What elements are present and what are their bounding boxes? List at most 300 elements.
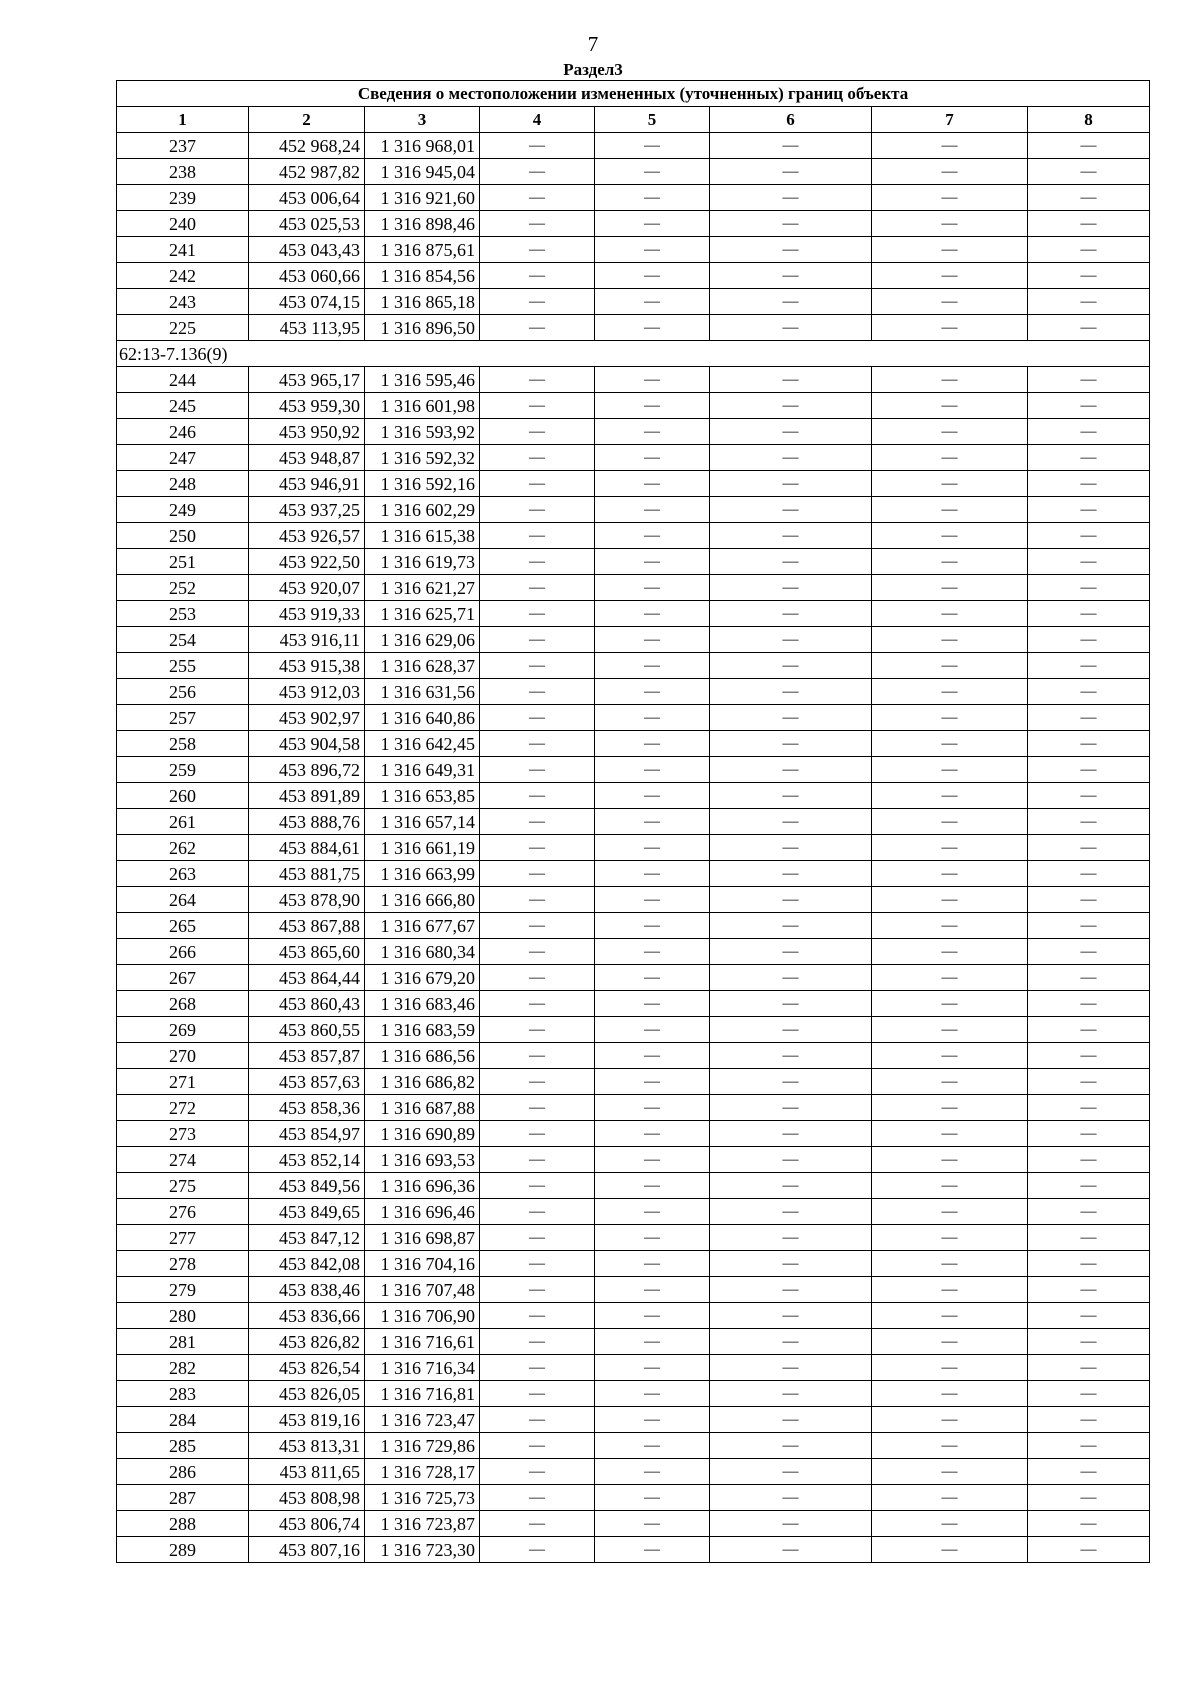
empty-cell-dash: — (480, 601, 595, 627)
point-number: 268 (117, 991, 249, 1017)
empty-cell-dash: — (872, 289, 1028, 315)
empty-cell-dash: — (480, 1433, 595, 1459)
point-number: 251 (117, 549, 249, 575)
empty-cell-dash: — (1028, 211, 1150, 237)
point-number: 278 (117, 1251, 249, 1277)
coordinate-x: 453 864,44 (249, 965, 365, 991)
empty-cell-dash: — (595, 809, 710, 835)
coordinate-x: 453 006,64 (249, 185, 365, 211)
table-row (117, 159, 1150, 185)
coordinate-x: 453 043,43 (249, 237, 365, 263)
coordinate-x: 453 849,56 (249, 1173, 365, 1199)
coordinate-y: 1 316 854,56 (365, 263, 480, 289)
empty-cell-dash: — (872, 757, 1028, 783)
empty-cell-dash: — (1028, 133, 1150, 159)
empty-cell-dash: — (480, 1017, 595, 1043)
empty-cell-dash: — (872, 1355, 1028, 1381)
empty-cell-dash: — (595, 1251, 710, 1277)
empty-cell-dash: — (710, 471, 872, 497)
empty-cell-dash: — (710, 185, 872, 211)
table-row (117, 1121, 1150, 1147)
empty-cell-dash: — (1028, 601, 1150, 627)
empty-cell-dash: — (480, 705, 595, 731)
empty-cell-dash: — (872, 809, 1028, 835)
empty-cell-dash: — (710, 1329, 872, 1355)
point-number: 264 (117, 887, 249, 913)
coordinate-x: 453 842,08 (249, 1251, 365, 1277)
point-number: 255 (117, 653, 249, 679)
table-row (117, 731, 1150, 757)
empty-cell-dash: — (480, 263, 595, 289)
coordinate-y: 1 316 729,86 (365, 1433, 480, 1459)
empty-cell-dash: — (480, 367, 595, 393)
empty-cell-dash: — (480, 497, 595, 523)
empty-cell-dash: — (1028, 809, 1150, 835)
coordinate-x: 453 826,82 (249, 1329, 365, 1355)
table-row (117, 471, 1150, 497)
empty-cell-dash: — (872, 445, 1028, 471)
table-row (117, 1095, 1150, 1121)
empty-cell-dash: — (710, 263, 872, 289)
empty-cell-dash: — (595, 1173, 710, 1199)
table-row (117, 549, 1150, 575)
coordinate-y: 1 316 716,61 (365, 1329, 480, 1355)
point-number: 247 (117, 445, 249, 471)
table-row (117, 1147, 1150, 1173)
point-number: 263 (117, 861, 249, 887)
empty-cell-dash: — (710, 887, 872, 913)
empty-cell-dash: — (1028, 237, 1150, 263)
empty-cell-dash: — (595, 211, 710, 237)
coordinate-y: 1 316 723,87 (365, 1511, 480, 1537)
empty-cell-dash: — (1028, 731, 1150, 757)
table-row (117, 1329, 1150, 1355)
empty-cell-dash: — (595, 1303, 710, 1329)
empty-cell-dash: — (710, 1303, 872, 1329)
point-number: 252 (117, 575, 249, 601)
coordinate-x: 453 811,65 (249, 1459, 365, 1485)
empty-cell-dash: — (710, 1407, 872, 1433)
empty-cell-dash: — (1028, 1329, 1150, 1355)
empty-cell-dash: — (595, 185, 710, 211)
empty-cell-dash: — (710, 1251, 872, 1277)
point-number: 282 (117, 1355, 249, 1381)
empty-cell-dash: — (480, 185, 595, 211)
page-number: 7 (587, 32, 599, 56)
coordinate-x: 453 854,97 (249, 1121, 365, 1147)
empty-cell-dash: — (595, 1485, 710, 1511)
table-row (117, 133, 1150, 159)
empty-cell-dash: — (872, 1069, 1028, 1095)
table-row (117, 289, 1150, 315)
empty-cell-dash: — (872, 1251, 1028, 1277)
empty-cell-dash: — (872, 1173, 1028, 1199)
empty-cell-dash: — (872, 1459, 1028, 1485)
point-number: 266 (117, 939, 249, 965)
coordinate-y: 1 316 875,61 (365, 237, 480, 263)
empty-cell-dash: — (480, 1303, 595, 1329)
empty-cell-dash: — (872, 1095, 1028, 1121)
point-number: 242 (117, 263, 249, 289)
coordinate-y: 1 316 653,85 (365, 783, 480, 809)
table-row (117, 1225, 1150, 1251)
table-row (117, 705, 1150, 731)
table-row (117, 1381, 1150, 1407)
empty-cell-dash: — (595, 757, 710, 783)
point-number: 279 (117, 1277, 249, 1303)
empty-cell-dash: — (710, 1199, 872, 1225)
empty-cell-dash: — (710, 809, 872, 835)
point-number: 244 (117, 367, 249, 393)
empty-cell-dash: — (595, 159, 710, 185)
empty-cell-dash: — (710, 913, 872, 939)
point-number: 284 (117, 1407, 249, 1433)
coordinate-x: 453 919,33 (249, 601, 365, 627)
empty-cell-dash: — (872, 1537, 1028, 1563)
coordinate-x: 453 806,74 (249, 1511, 365, 1537)
coordinate-x: 453 904,58 (249, 731, 365, 757)
point-number: 275 (117, 1173, 249, 1199)
empty-cell-dash: — (710, 1121, 872, 1147)
point-number: 237 (117, 133, 249, 159)
empty-cell-dash: — (595, 549, 710, 575)
coordinate-y: 1 316 629,06 (365, 627, 480, 653)
empty-cell-dash: — (1028, 653, 1150, 679)
empty-cell-dash: — (1028, 1095, 1150, 1121)
table-row (117, 939, 1150, 965)
empty-cell-dash: — (480, 991, 595, 1017)
empty-cell-dash: — (595, 1147, 710, 1173)
empty-cell-dash: — (595, 471, 710, 497)
coordinate-x: 453 857,63 (249, 1069, 365, 1095)
table-row (117, 185, 1150, 211)
coordinate-y: 1 316 642,45 (365, 731, 480, 757)
empty-cell-dash: — (1028, 1381, 1150, 1407)
table-row (117, 315, 1150, 341)
table-row (117, 887, 1150, 913)
coordinate-x: 453 857,87 (249, 1043, 365, 1069)
table-row (117, 1251, 1150, 1277)
empty-cell-dash: — (1028, 159, 1150, 185)
coordinate-x: 453 881,75 (249, 861, 365, 887)
table-row (117, 497, 1150, 523)
empty-cell-dash: — (480, 835, 595, 861)
empty-cell-dash: — (1028, 1173, 1150, 1199)
empty-cell-dash: — (710, 1433, 872, 1459)
empty-cell-dash: — (480, 965, 595, 991)
coordinate-x: 453 946,91 (249, 471, 365, 497)
point-number: 273 (117, 1121, 249, 1147)
point-number: 241 (117, 237, 249, 263)
coordinate-x: 453 808,98 (249, 1485, 365, 1511)
empty-cell-dash: — (480, 1199, 595, 1225)
empty-cell-dash: — (480, 133, 595, 159)
column-number: 5 (595, 107, 710, 133)
empty-cell-dash: — (480, 1095, 595, 1121)
empty-cell-dash: — (480, 1043, 595, 1069)
coordinate-y: 1 316 615,38 (365, 523, 480, 549)
coordinate-y: 1 316 628,37 (365, 653, 480, 679)
coordinate-y: 1 316 602,29 (365, 497, 480, 523)
point-number: 260 (117, 783, 249, 809)
empty-cell-dash: — (1028, 445, 1150, 471)
coordinate-x: 453 888,76 (249, 809, 365, 835)
table-row (117, 783, 1150, 809)
empty-cell-dash: — (595, 1043, 710, 1069)
coordinate-x: 453 920,07 (249, 575, 365, 601)
empty-cell-dash: — (1028, 861, 1150, 887)
empty-cell-dash: — (872, 1329, 1028, 1355)
empty-cell-dash: — (595, 1017, 710, 1043)
empty-cell-dash: — (872, 1017, 1028, 1043)
empty-cell-dash: — (710, 419, 872, 445)
point-number: 239 (117, 185, 249, 211)
empty-cell-dash: — (872, 1225, 1028, 1251)
coordinate-y: 1 316 865,18 (365, 289, 480, 315)
empty-cell-dash: — (480, 627, 595, 653)
empty-cell-dash: — (1028, 263, 1150, 289)
coordinate-x: 453 813,31 (249, 1433, 365, 1459)
empty-cell-dash: — (480, 471, 595, 497)
empty-cell-dash: — (710, 731, 872, 757)
empty-cell-dash: — (595, 289, 710, 315)
empty-cell-dash: — (872, 497, 1028, 523)
point-number: 249 (117, 497, 249, 523)
column-number: 8 (1028, 107, 1150, 133)
empty-cell-dash: — (872, 1121, 1028, 1147)
empty-cell-dash: — (595, 1225, 710, 1251)
empty-cell-dash: — (710, 159, 872, 185)
empty-cell-dash: — (595, 731, 710, 757)
empty-cell-dash: — (872, 1303, 1028, 1329)
coordinate-x: 453 915,38 (249, 653, 365, 679)
empty-cell-dash: — (872, 1511, 1028, 1537)
point-number: 238 (117, 159, 249, 185)
point-number: 245 (117, 393, 249, 419)
table-row (117, 627, 1150, 653)
empty-cell-dash: — (710, 1277, 872, 1303)
empty-cell-dash: — (1028, 679, 1150, 705)
empty-cell-dash: — (595, 679, 710, 705)
empty-cell-dash: — (710, 211, 872, 237)
coordinate-x: 453 826,05 (249, 1381, 365, 1407)
coordinate-y: 1 316 680,34 (365, 939, 480, 965)
empty-cell-dash: — (1028, 1459, 1150, 1485)
coordinate-y: 1 316 898,46 (365, 211, 480, 237)
coordinate-y: 1 316 690,89 (365, 1121, 480, 1147)
coordinate-y: 1 316 723,30 (365, 1537, 480, 1563)
table-row (117, 1355, 1150, 1381)
empty-cell-dash: — (595, 575, 710, 601)
empty-cell-dash: — (480, 679, 595, 705)
empty-cell-dash: — (710, 445, 872, 471)
column-number: 2 (249, 107, 365, 133)
empty-cell-dash: — (1028, 757, 1150, 783)
coordinate-y: 1 316 698,87 (365, 1225, 480, 1251)
empty-cell-dash: — (1028, 185, 1150, 211)
coordinate-x: 453 865,60 (249, 939, 365, 965)
empty-cell-dash: — (1028, 1277, 1150, 1303)
coordinate-y: 1 316 696,46 (365, 1199, 480, 1225)
empty-cell-dash: — (480, 445, 595, 471)
empty-cell-dash: — (872, 731, 1028, 757)
table-row (117, 757, 1150, 783)
empty-cell-dash: — (710, 757, 872, 783)
table-row (117, 913, 1150, 939)
empty-cell-dash: — (710, 549, 872, 575)
coordinate-y: 1 316 693,53 (365, 1147, 480, 1173)
empty-cell-dash: — (595, 991, 710, 1017)
point-number: 286 (117, 1459, 249, 1485)
coordinate-y: 1 316 657,14 (365, 809, 480, 835)
empty-cell-dash: — (1028, 835, 1150, 861)
empty-cell-dash: — (480, 1537, 595, 1563)
empty-cell-dash: — (480, 1381, 595, 1407)
table-row (117, 1407, 1150, 1433)
coordinate-y: 1 316 686,56 (365, 1043, 480, 1069)
table-body (117, 81, 1150, 1563)
table-row (117, 809, 1150, 835)
point-number: 262 (117, 835, 249, 861)
empty-cell-dash: — (1028, 523, 1150, 549)
coordinate-x: 453 852,14 (249, 1147, 365, 1173)
point-number: 250 (117, 523, 249, 549)
coordinate-y: 1 316 661,19 (365, 835, 480, 861)
empty-cell-dash: — (872, 523, 1028, 549)
coordinate-x: 453 916,11 (249, 627, 365, 653)
empty-cell-dash: — (710, 289, 872, 315)
point-number: 281 (117, 1329, 249, 1355)
empty-cell-dash: — (595, 315, 710, 341)
empty-cell-dash: — (595, 1433, 710, 1459)
point-number: 280 (117, 1303, 249, 1329)
empty-cell-dash: — (595, 1199, 710, 1225)
empty-cell-dash: — (595, 445, 710, 471)
coordinate-x: 453 922,50 (249, 549, 365, 575)
empty-cell-dash: — (480, 1147, 595, 1173)
empty-cell-dash: — (595, 1277, 710, 1303)
empty-cell-dash: — (872, 1407, 1028, 1433)
empty-cell-dash: — (595, 1537, 710, 1563)
coordinate-x: 453 926,57 (249, 523, 365, 549)
coordinate-x: 453 867,88 (249, 913, 365, 939)
table-row (117, 393, 1150, 419)
coordinate-y: 1 316 696,36 (365, 1173, 480, 1199)
empty-cell-dash: — (872, 887, 1028, 913)
table-row (117, 1173, 1150, 1199)
empty-cell-dash: — (480, 653, 595, 679)
point-number: 257 (117, 705, 249, 731)
empty-cell-dash: — (872, 1277, 1028, 1303)
empty-cell-dash: — (872, 575, 1028, 601)
coordinate-y: 1 316 725,73 (365, 1485, 480, 1511)
coordinate-x: 452 968,24 (249, 133, 365, 159)
empty-cell-dash: — (872, 679, 1028, 705)
empty-cell-dash: — (872, 913, 1028, 939)
table-row (117, 211, 1150, 237)
empty-cell-dash: — (1028, 939, 1150, 965)
empty-cell-dash: — (480, 783, 595, 809)
coordinate-y: 1 316 649,31 (365, 757, 480, 783)
table-row (117, 1537, 1150, 1563)
empty-cell-dash: — (1028, 549, 1150, 575)
empty-cell-dash: — (1028, 393, 1150, 419)
table-row (117, 445, 1150, 471)
empty-cell-dash: — (480, 1173, 595, 1199)
empty-cell-dash: — (872, 1485, 1028, 1511)
table-row (117, 575, 1150, 601)
empty-cell-dash: — (1028, 965, 1150, 991)
empty-cell-dash: — (710, 1459, 872, 1485)
empty-cell-dash: — (872, 185, 1028, 211)
empty-cell-dash: — (480, 523, 595, 549)
empty-cell-dash: — (710, 1381, 872, 1407)
empty-cell-dash: — (710, 627, 872, 653)
empty-cell-dash: — (595, 1511, 710, 1537)
empty-cell-dash: — (1028, 1485, 1150, 1511)
empty-cell-dash: — (480, 731, 595, 757)
empty-cell-dash: — (595, 1381, 710, 1407)
empty-cell-dash: — (595, 861, 710, 887)
point-number: 261 (117, 809, 249, 835)
coordinate-y: 1 316 968,01 (365, 133, 480, 159)
point-number: 271 (117, 1069, 249, 1095)
empty-cell-dash: — (872, 1381, 1028, 1407)
point-number: 253 (117, 601, 249, 627)
empty-cell-dash: — (595, 263, 710, 289)
column-number: 4 (480, 107, 595, 133)
empty-cell-dash: — (710, 653, 872, 679)
table-row (117, 1459, 1150, 1485)
coordinate-x: 453 807,16 (249, 1537, 365, 1563)
point-number: 274 (117, 1147, 249, 1173)
coordinate-y: 1 316 945,04 (365, 159, 480, 185)
empty-cell-dash: — (1028, 887, 1150, 913)
coordinate-y: 1 316 706,90 (365, 1303, 480, 1329)
empty-cell-dash: — (595, 1329, 710, 1355)
empty-cell-dash: — (480, 159, 595, 185)
point-number: 283 (117, 1381, 249, 1407)
empty-cell-dash: — (480, 289, 595, 315)
coordinate-y: 1 316 631,56 (365, 679, 480, 705)
empty-cell-dash: — (595, 887, 710, 913)
empty-cell-dash: — (872, 601, 1028, 627)
empty-cell-dash: — (595, 367, 710, 393)
table-row (117, 1199, 1150, 1225)
empty-cell-dash: — (595, 133, 710, 159)
coordinate-x: 453 836,66 (249, 1303, 365, 1329)
empty-cell-dash: — (480, 861, 595, 887)
point-number: 265 (117, 913, 249, 939)
point-number: 225 (117, 315, 249, 341)
empty-cell-dash: — (480, 211, 595, 237)
empty-cell-dash: — (710, 1147, 872, 1173)
coordinate-x: 453 959,30 (249, 393, 365, 419)
empty-cell-dash: — (480, 1407, 595, 1433)
coordinate-y: 1 316 896,50 (365, 315, 480, 341)
group-header-row (117, 341, 1150, 367)
table-row (117, 679, 1150, 705)
empty-cell-dash: — (872, 1147, 1028, 1173)
coordinate-y: 1 316 595,46 (365, 367, 480, 393)
empty-cell-dash: — (710, 1225, 872, 1251)
coordinate-x: 453 878,90 (249, 887, 365, 913)
table-row (117, 1511, 1150, 1537)
coordinate-y: 1 316 601,98 (365, 393, 480, 419)
point-number: 277 (117, 1225, 249, 1251)
empty-cell-dash: — (872, 991, 1028, 1017)
empty-cell-dash: — (480, 939, 595, 965)
